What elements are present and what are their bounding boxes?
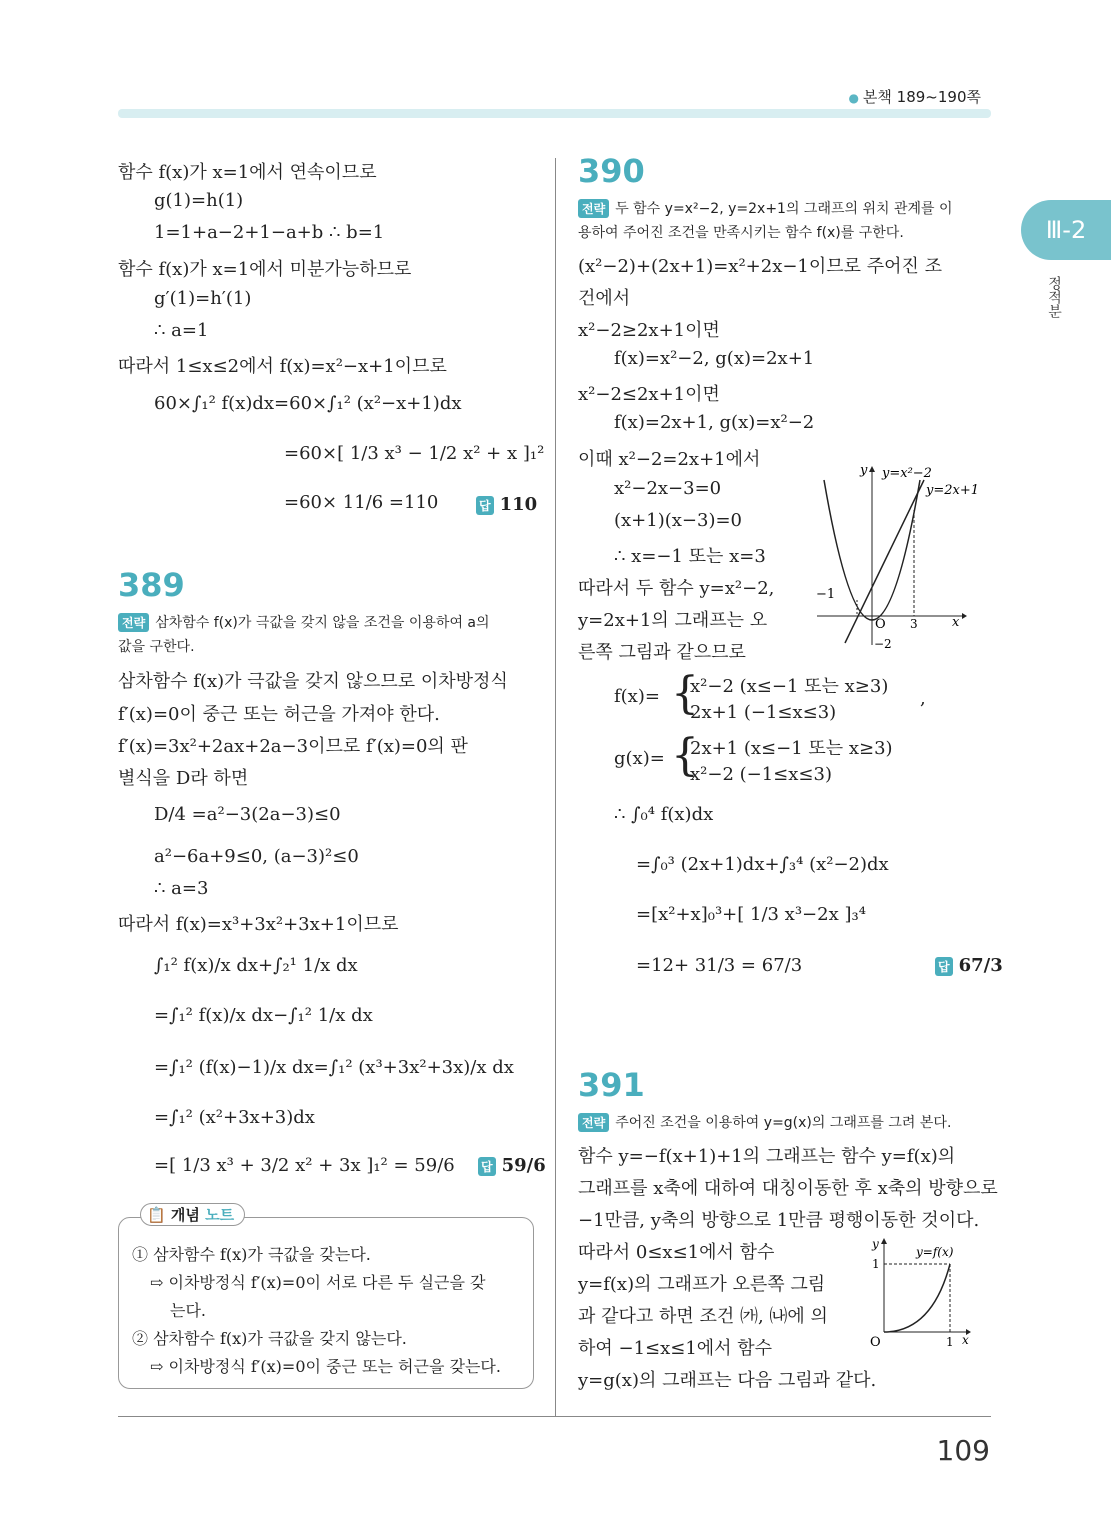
left-line-4: 함수 f(x)가 x=1에서 미분가능하므로 (118, 259, 412, 280)
p389-line-12: =∫₁² (x²+3x+3)dx (154, 1107, 315, 1128)
p389-line-5: D/4 =a²−3(2a−3)≤0 (154, 804, 341, 825)
p390-line-6: f(x)=2x+1, g(x)=x²−2 (614, 412, 815, 433)
p391-line-1: 함수 y=−f(x+1)+1의 그래프는 함수 y=f(x)의 (578, 1146, 956, 1167)
p390-line-10: ∴ x=−1 또는 x=3 (614, 546, 766, 567)
note-title-b: 노트 (205, 1206, 235, 1224)
column-divider (555, 158, 556, 1416)
problem-number-389: 389 (118, 566, 185, 604)
x-arrow-icon (962, 613, 967, 619)
strategy-badge: 전략 (578, 199, 609, 218)
strategy-text: 삼차함수 f(x)가 극값을 갖지 않을 조건을 이용하여 a의 (155, 615, 490, 631)
p391-line-6: 과 같다고 하면 조건 ㈎, ㈏에 의 (578, 1306, 828, 1327)
p390-line-7: 이때 x²−2=2x+1에서 (578, 449, 761, 470)
answer-390 (935, 955, 1003, 976)
strategy-389-cont: 값을 구한다. (118, 639, 195, 655)
answer-388 (476, 494, 537, 515)
answer-value: 110 (499, 494, 538, 515)
left-line-5: g′(1)=h′(1) (154, 288, 252, 309)
p390-line-5: x²−2≤2x+1이면 (578, 384, 720, 405)
tick-1-x: 1 (946, 1335, 954, 1349)
x-axis-label: x (952, 615, 960, 630)
curve-label: y=x²−2 (882, 466, 932, 481)
strategy-badge: 전략 (118, 613, 149, 632)
x-axis-label: x (962, 1333, 969, 1347)
y-axis-label: y (860, 463, 868, 478)
p391-line-2: 그래프를 x축에 대하여 대칭이동한 후 x축의 방향으로 (578, 1178, 998, 1199)
p391-line-8: y=g(x)의 그래프는 다음 그림과 같다. (578, 1370, 877, 1391)
note-line-5: ⇨ 이차방정식 f′(x)=0이 중근 또는 허근을 갖는다. (150, 1357, 501, 1376)
page-number: 109 (936, 1434, 990, 1467)
p389-line-11: =∫₁² (f(x)−1)/x dx=∫₁² (x³+3x²+3x)/x dx (154, 1057, 514, 1078)
strategy-391 (578, 1112, 951, 1132)
strategy-text: 두 함수 y=x²−2, y=2x+1의 그래프의 위치 관계를 이 (615, 201, 953, 217)
strategy-389 (118, 612, 490, 632)
note-title-a: 개념 (170, 1206, 200, 1224)
answer-value: 59/6 (501, 1155, 546, 1176)
origin-label: O (875, 617, 886, 632)
p390-line-11: 따라서 두 함수 y=x²−2, (578, 578, 775, 599)
p391-line-4: 따라서 0≤x≤1에서 함수 (578, 1242, 775, 1263)
answer-badge: 답 (935, 957, 953, 976)
left-line-3: 1=1+a−2+1−a+b ∴ b=1 (154, 222, 385, 243)
p389-line-10: =∫₁² f(x)/x dx−∫₁² 1/x dx (154, 1005, 373, 1026)
y-axis-label: y (872, 1237, 879, 1251)
p390-line-8: x²−2x−3=0 (614, 478, 722, 499)
left-line-6: ∴ a=1 (154, 320, 209, 341)
g-brace: { (671, 730, 699, 781)
graph-391 (862, 1234, 982, 1352)
note-line-1: ① 삼차함수 f(x)가 극값을 갖는다. (132, 1245, 371, 1264)
left-line-9: =60×[ 1/3 x³ − 1/2 x² + x ]₁² (284, 443, 545, 464)
tick-3: 3 (910, 617, 918, 631)
p389-line-13: =[ 1/3 x³ + 3/2 x² + 3x ]₁² = 59/6 (154, 1155, 455, 1176)
p389-line-4: 별식을 D라 하면 (118, 768, 249, 789)
p391-line-5: y=f(x)의 그래프가 오른쪽 그림 (578, 1274, 826, 1295)
answer-badge: 답 (478, 1157, 496, 1176)
f-piece-2: 2x+1 (−1≤x≤3) (690, 702, 837, 723)
chapter-tab: Ⅲ-2 (1021, 200, 1111, 260)
note-line-3: 는다. (170, 1301, 206, 1320)
p390-line-3: x²−2≥2x+1이면 (578, 320, 720, 341)
bottom-rule (118, 1416, 991, 1417)
p390-line-9: (x+1)(x−3)=0 (614, 510, 742, 531)
left-line-10: =60× 11/6 =110 (284, 492, 439, 513)
problem-number-391: 391 (578, 1066, 645, 1104)
p390-line-17: =12+ 31/3 = 67/3 (636, 955, 803, 976)
comma: , (920, 688, 926, 709)
left-line-2: g(1)=h(1) (154, 190, 244, 211)
g-piece-2: x²−2 (−1≤x≤3) (690, 764, 832, 785)
p390-line-14: ∴ ∫₀⁴ f(x)dx (614, 804, 714, 825)
p390-line-1: (x²−2)+(2x+1)=x²+2x−1이므로 주어진 조 (578, 256, 943, 277)
p390-line-13: 른쪽 그림과 같으므로 (578, 642, 746, 663)
g-piece-1: 2x+1 (x≤−1 또는 x≥3) (690, 738, 893, 759)
p389-line-9: ∫₁² f(x)/x dx+∫₂¹ 1/x dx (154, 955, 358, 976)
p389-line-8: 따라서 f(x)=x³+3x²+3x+1이므로 (118, 914, 399, 935)
p390-line-15: =∫₀³ (2x+1)dx+∫₃⁴ (x²−2)dx (636, 854, 889, 875)
p390-line-2: 건에서 (578, 288, 631, 309)
f-piece-1: x²−2 (x≤−1 또는 x≥3) (690, 676, 889, 697)
curve-label: y=f(x) (916, 1245, 954, 1259)
p390-line-12: y=2x+1의 그래프는 오 (578, 610, 768, 631)
tick-neg2: −2 (874, 637, 892, 651)
origin-label: O (870, 1335, 881, 1350)
graph-390 (812, 460, 997, 652)
answer-389 (478, 1155, 546, 1176)
note-line-4: ② 삼차함수 f(x)가 극값을 갖지 않는다. (132, 1329, 407, 1348)
page-reference (848, 86, 981, 107)
p389-line-1: 삼차함수 f(x)가 극값을 갖지 않으므로 이차방정식 (118, 671, 508, 692)
p389-line-6: a²−6a+9≤0, (a−3)²≤0 (154, 846, 359, 867)
top-bar (118, 109, 991, 118)
f-lhs: f(x)= (614, 686, 660, 707)
p391-line-3: −1만큼, y축의 방향으로 1만큼 평행이동한 것이다. (578, 1210, 980, 1231)
p389-line-7: ∴ a=3 (154, 878, 209, 899)
tick-neg1: −1 (816, 587, 836, 602)
strategy-text: 주어진 조건을 이용하여 y=g(x)의 그래프를 그려 본다. (615, 1115, 952, 1131)
p390-line-4: f(x)=x²−2, g(x)=2x+1 (614, 348, 815, 369)
p389-line-3: f′(x)=3x²+2ax+2a−3이므로 f′(x)=0의 판 (118, 736, 468, 757)
note-icon: 📋 (147, 1206, 171, 1224)
p390-line-16: =[x²+x]₀³+[ 1/3 x³−2x ]₃⁴ (636, 904, 866, 925)
p389-line-2: f′(x)=0이 중근 또는 허근을 가져야 한다. (118, 704, 440, 725)
f-curve (884, 1264, 950, 1332)
strategy-badge: 전략 (578, 1113, 609, 1132)
strategy-390 (578, 198, 953, 218)
left-line-7: 따라서 1≤x≤2에서 f(x)=x²−x+1이므로 (118, 356, 447, 377)
page-reference-text: 본책 189~190쪽 (862, 88, 981, 106)
answer-badge: 답 (476, 496, 494, 515)
left-line-8: 60×∫₁² f(x)dx=60×∫₁² (x²−x+1)dx (154, 393, 462, 414)
g-lhs: g(x)= (614, 748, 665, 769)
tick-1-y: 1 (872, 1257, 880, 1271)
strategy-390-cont: 용하여 주어진 조건을 만족시키는 함수 f(x)를 구한다. (578, 225, 904, 241)
y-arrow-icon (869, 466, 875, 472)
problem-number-390: 390 (578, 152, 645, 190)
left-line-1: 함수 f(x)가 x=1에서 연속이므로 (118, 162, 377, 183)
note-line-2: ⇨ 이차방정식 f′(x)=0이 서로 다른 두 실근을 갖 (150, 1273, 486, 1292)
concept-note-title (140, 1203, 245, 1226)
y-arrow-icon (881, 1238, 887, 1244)
p391-line-7: 하여 −1≤x≤1에서 함수 (578, 1338, 773, 1359)
f-brace: { (671, 668, 699, 719)
bullet-icon: ● (848, 91, 859, 105)
chapter-tab-sub: 정적분 (1046, 276, 1062, 318)
line-label: y=2x+1 (926, 483, 980, 498)
answer-value: 67/3 (958, 955, 1003, 976)
